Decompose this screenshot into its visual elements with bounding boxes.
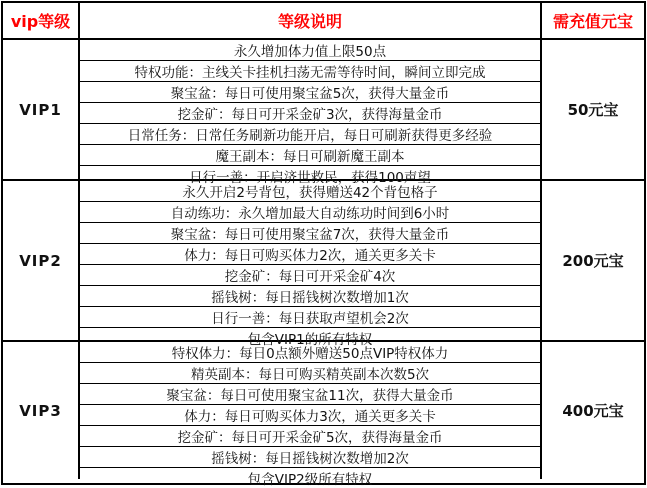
perk-row: 摇钱树：每日摇钱树次数增加2次 bbox=[80, 447, 540, 468]
perk-rows bbox=[80, 181, 542, 348]
tier-level: VIP2 bbox=[3, 181, 80, 340]
perk-row: 特权体力：每日0点额外赠送50点VIP特权体力 bbox=[80, 342, 540, 363]
tier-section bbox=[3, 181, 644, 348]
perk-row: 挖金矿：每日可开采金矿3次，获得海量金币 bbox=[80, 103, 540, 124]
perk-row: 聚宝盆：每日可使用聚宝盆11次，获得大量金币 bbox=[80, 384, 540, 405]
tier-sections bbox=[3, 40, 644, 488]
perk-row: 摇钱树：每日摇钱树次数增加1次 bbox=[80, 286, 540, 307]
perk-row: 永久增加体力值上限50点 bbox=[80, 40, 540, 61]
perk-row: 日常任务：日常任务刷新功能开启，每日可刷新获得更多经验 bbox=[80, 124, 540, 145]
perk-row: 魔王副本：每日可刷新魔王副本 bbox=[80, 145, 540, 166]
perk-row: 精英副本：每日可购买精英副本次数5次 bbox=[80, 363, 540, 384]
tier-price: 50元宝 bbox=[567, 101, 619, 119]
tier-section bbox=[3, 342, 644, 488]
perk-row: 体力：每日可购买体力2次，通关更多关卡 bbox=[80, 244, 540, 265]
header-vip-level: vip等级 bbox=[3, 3, 80, 38]
vip-privilege-table bbox=[1, 1, 646, 488]
perk-row: 日行一善：每日获取声望机会2次 bbox=[80, 307, 540, 328]
tier-price: 400元宝 bbox=[562, 402, 624, 420]
perk-row: 永久开启2号背包，获得赠送42个背包格子 bbox=[80, 181, 540, 202]
tier-section bbox=[3, 40, 644, 186]
perk-row: 聚宝盆：每日可使用聚宝盆5次，获得大量金币 bbox=[80, 82, 540, 103]
tier-level: VIP3 bbox=[3, 342, 80, 479]
perk-row: 日行一善：开启济世救民，获得100声望 bbox=[189, 170, 431, 186]
perk-row: 挖金矿：每日可开采金矿4次 bbox=[80, 265, 540, 286]
tier-level: VIP1 bbox=[3, 40, 80, 179]
perk-row: 体力：每日可购买体力3次，通关更多关卡 bbox=[80, 405, 540, 426]
perk-row: 包含VIP2级所有特权 bbox=[247, 472, 373, 488]
tier-price: 200元宝 bbox=[562, 252, 624, 270]
perk-row: 包含VIP1的所有特权 bbox=[247, 332, 373, 348]
perk-rows bbox=[80, 40, 542, 186]
header-level-description: 等级说明 bbox=[80, 3, 542, 38]
header-required-recharge: 需充值元宝 bbox=[552, 12, 633, 31]
table-header-row bbox=[3, 3, 644, 40]
perk-row: 自动练功：永久增加最大自动练功时间到6小时 bbox=[80, 202, 540, 223]
perk-row: 特权功能：主线关卡挂机扫荡无需等待时间，瞬间立即完成 bbox=[80, 61, 540, 82]
perk-row: 挖金矿：每日可开采金矿5次，获得海量金币 bbox=[80, 426, 540, 447]
perk-rows bbox=[80, 342, 542, 488]
perk-row: 聚宝盆：每日可使用聚宝盆7次，获得大量金币 bbox=[80, 223, 540, 244]
